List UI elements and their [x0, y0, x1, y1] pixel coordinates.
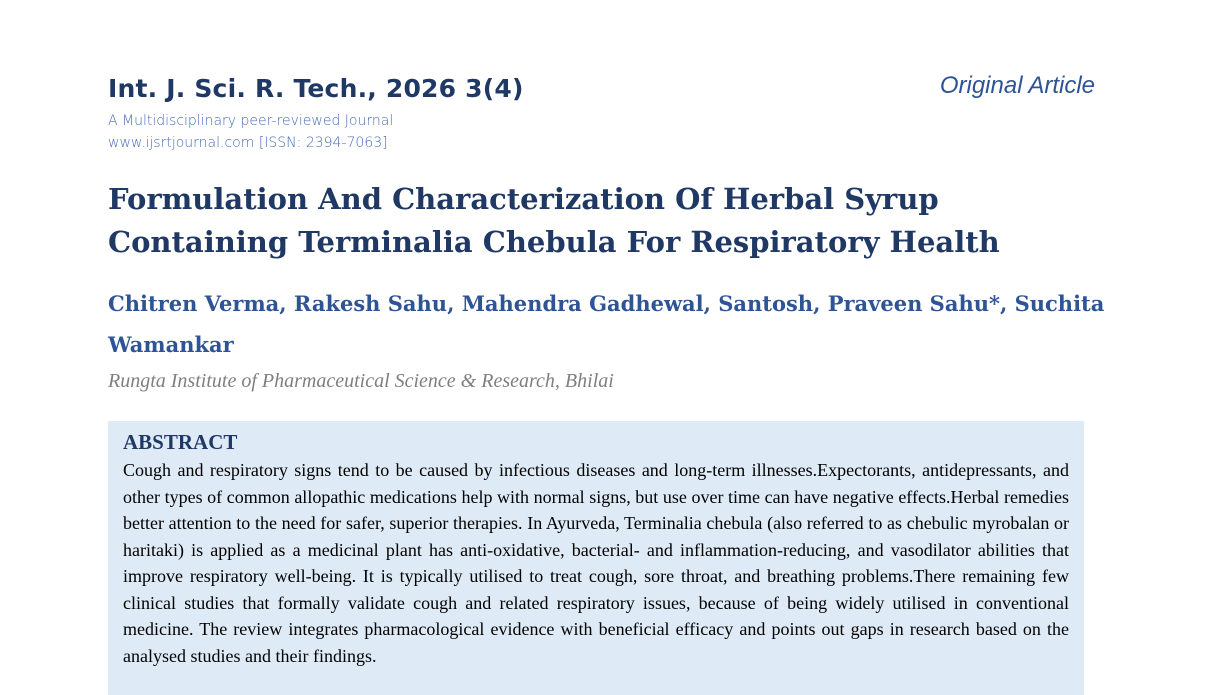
article-type-label: Original Article: [939, 72, 1095, 99]
journal-website: www.ijsrtjournal.com [ISSN: 2394-7063]: [108, 135, 388, 151]
journal-title: Int. J. Sci. R. Tech., 2026 3(4): [108, 74, 524, 103]
abstract-text: Cough and respiratory signs tend to be caused by infectious diseases and long-term illnesses.Expectorants, antidepressants, and other types of common allopathic medications help with normal signs, but use over time can have negative effects.Herbal remedies better attention to the need for safer, superior therapies. In Ayurveda, Terminalia chebula (also referred to as chebulic myrobalan or haritaki) is applied as a medicinal plant has anti-oxidative, bacterial- and inflammation-reducing, and vasodilator abilities that improve respiratory well-being. It is typically utilised to treat cough, sore throat, and breathing problems.There remaining few clinical studies that formally validate cough and related respiratory issues, because of being widely utilised in conventional medicine. The review integrates pharmacological evidence with beneficial efficacy and points out gaps in research based on the analysed studies and their findings.: [123, 460, 1069, 666]
journal-subtitle: A Multidisciplinary peer-reviewed Journal: [108, 113, 394, 129]
abstract-heading: ABSTRACT: [123, 430, 238, 454]
author-list: Chitren Verma, Rakesh Sahu, Mahendra Gadhewal, Santosh, Praveen Sahu*, Suchita Wamankar: [108, 291, 1105, 357]
paper-title: Formulation And Characterization Of Herbal Syrup Containing Terminalia Chebula For Respiratory Health: [108, 182, 1000, 259]
abstract-box: [108, 421, 1084, 695]
affiliation: Rungta Institute of Pharmaceutical Science & Research, Bhilai: [108, 370, 614, 392]
